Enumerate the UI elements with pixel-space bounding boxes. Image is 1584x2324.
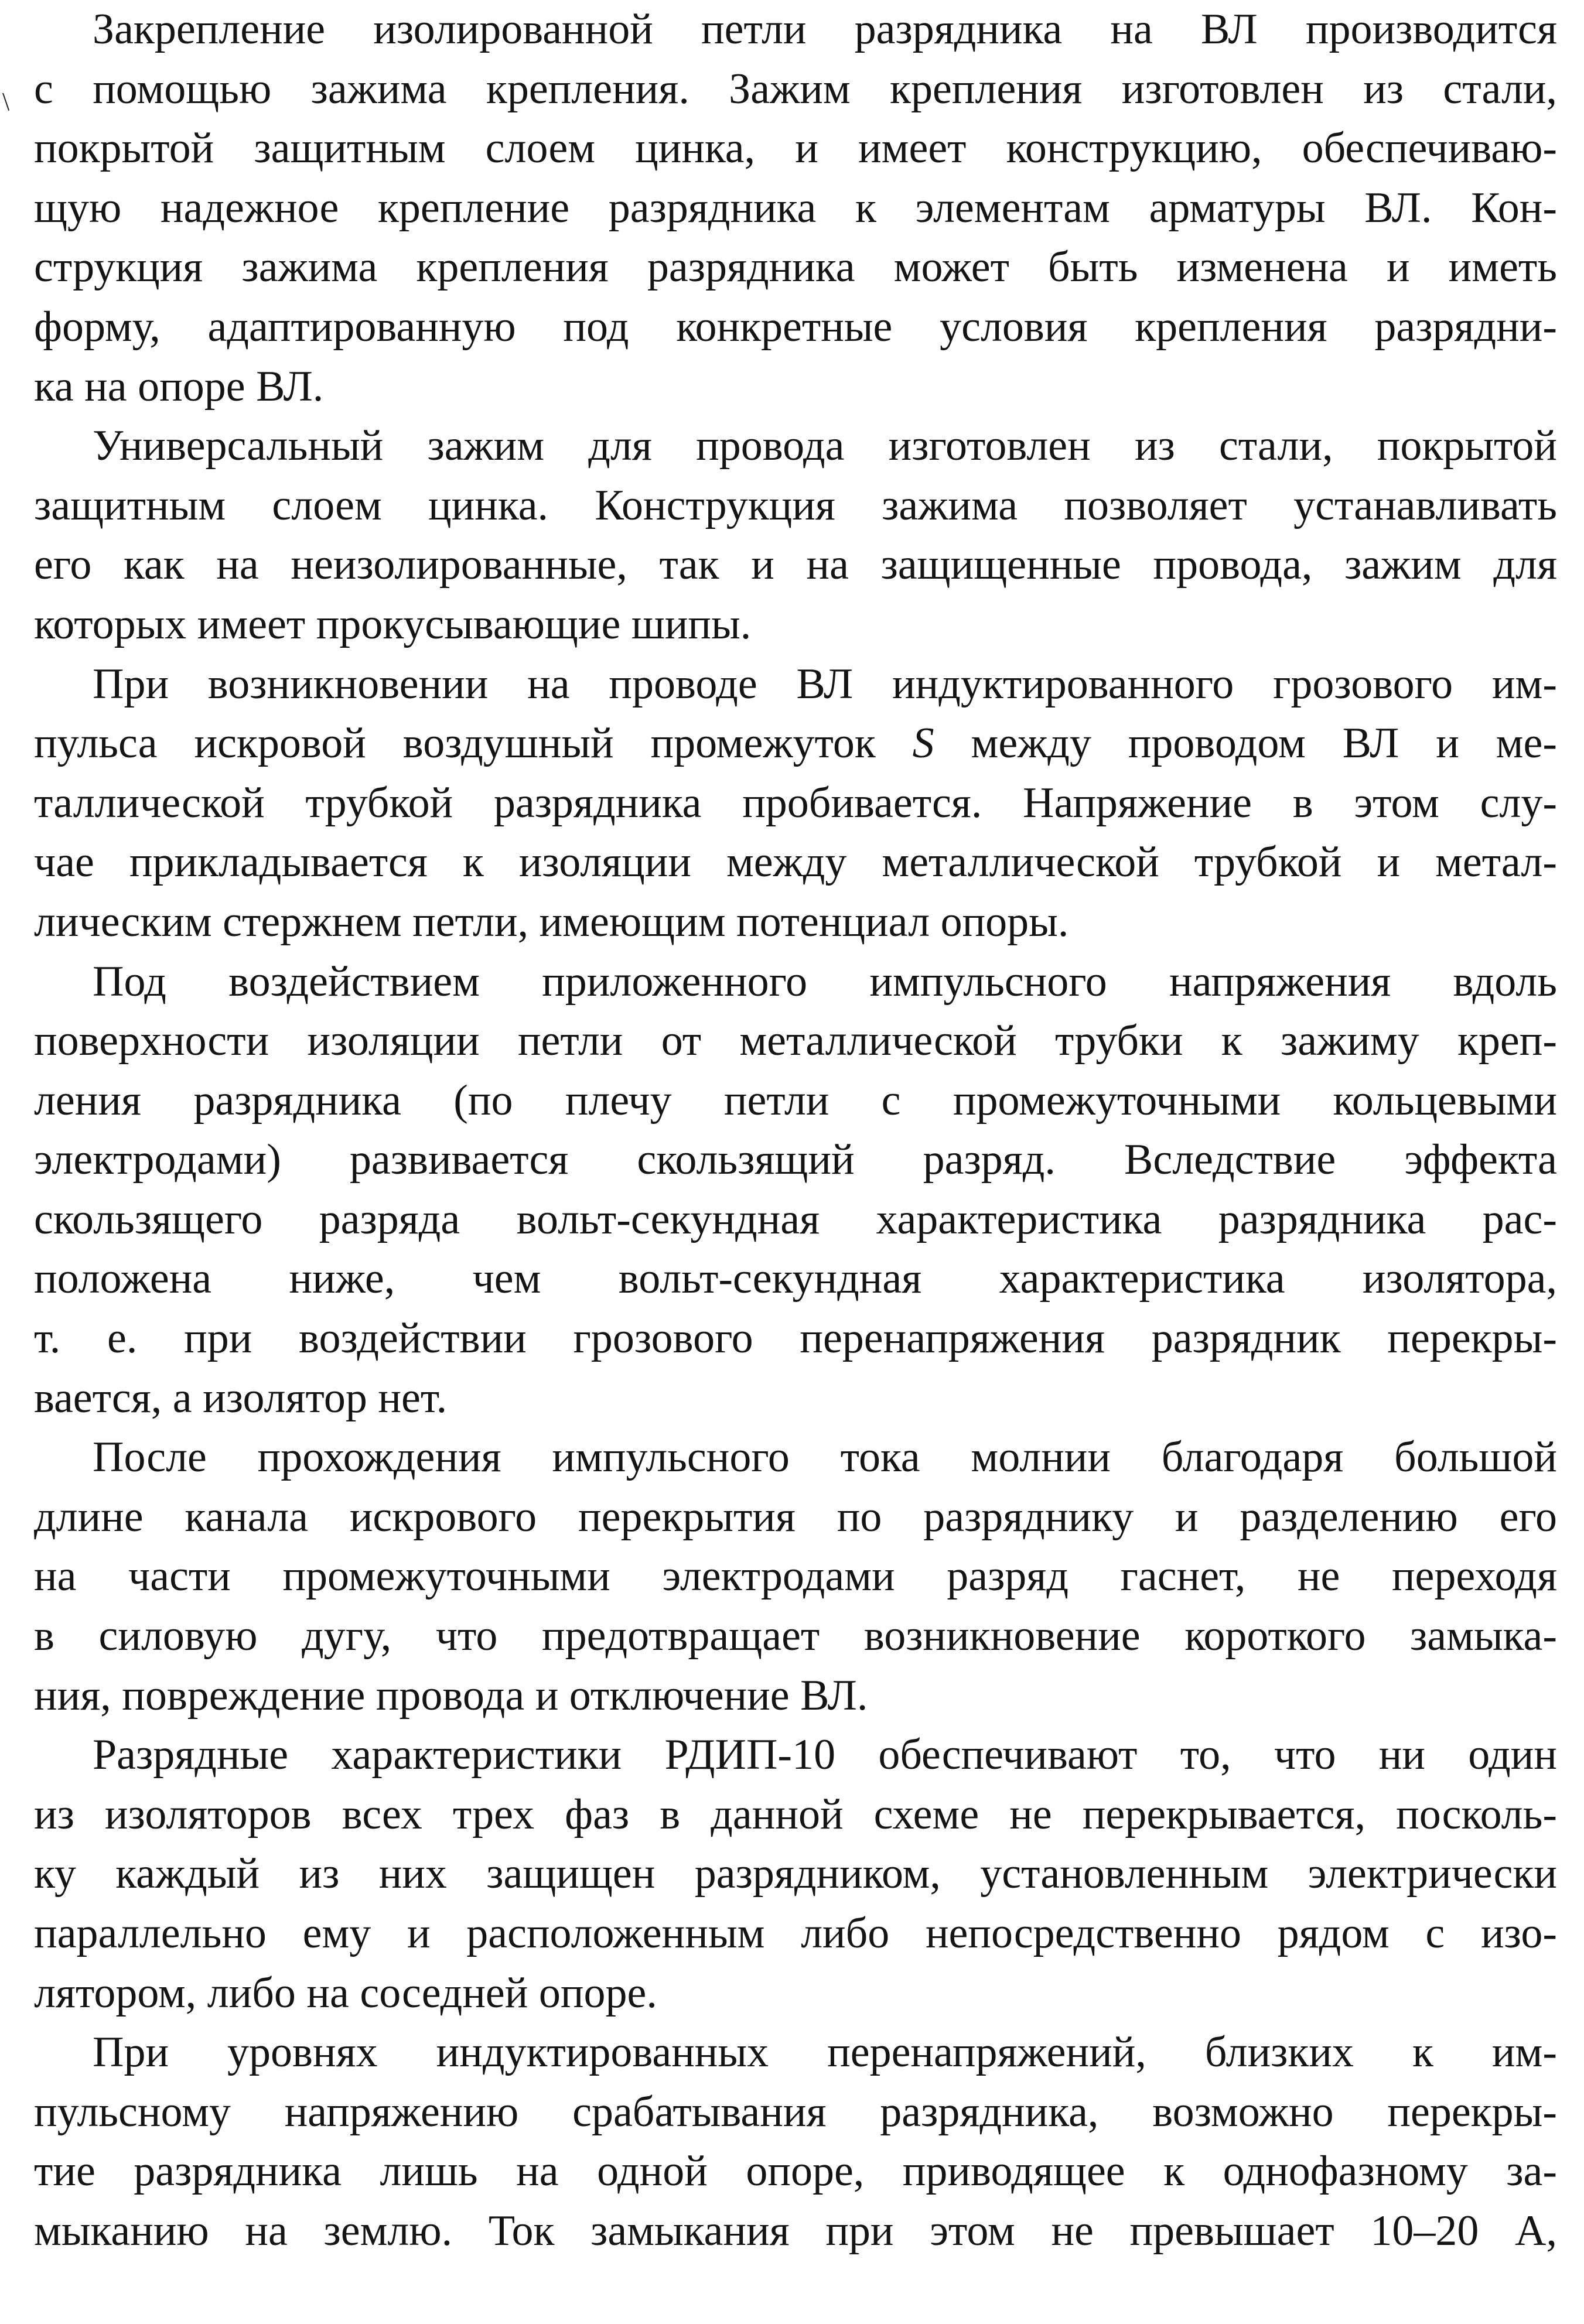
text-line: с помощью зажима крепления. Зажим крепления изготовлен из стали, <box>34 64 1557 113</box>
margin-mark: \ <box>2 87 10 116</box>
text-line: положена ниже, чем вольт-секундная характеристика изолятора, <box>34 1255 1557 1303</box>
text-line: скользящего разряда вольт-секундная характеристика разрядника рас- <box>34 1195 1557 1243</box>
text-line: параллельно ему и расположенным либо непосредственно рядом с изо- <box>34 1909 1557 1957</box>
text-line: из изоляторов всех трех фаз в данной схеме не перекрывается, посколь- <box>34 1790 1557 1838</box>
text-line: Универсальный зажим для провода изготовлен из стали, покрытой <box>93 422 1557 470</box>
text-line: При уровнях индуктированных перенапряжений, близких к им- <box>93 2028 1557 2077</box>
text-line: Разрядные характеристики РДИП-10 обеспечивают то, что ни один <box>93 1731 1557 1779</box>
paragraph <box>34 952 1557 1428</box>
text-line: пульсному напряжению срабатывания разрядника, возможно перекры- <box>34 2087 1557 2136</box>
text-line: вается, а изолятор нет. <box>34 1373 448 1422</box>
text-line: электродами) развивается скользящий разряд. Вследствие эффекта <box>34 1136 1557 1184</box>
text-line: ку каждый из них защищен разрядником, установленным электрически <box>34 1850 1557 1898</box>
text-line: которых имеет прокусывающие шипы. <box>34 600 752 648</box>
paragraph <box>34 655 1557 952</box>
paragraph <box>34 2023 1557 2261</box>
text-line: его как на неизолированные, так и на защищенные провода, зажим для <box>34 541 1557 589</box>
text-line: в силовую дугу, что предотвращает возникновение короткого замыка- <box>34 1612 1557 1660</box>
text-line: т. е. при воздействии грозового перенапряжения разрядник перекры- <box>34 1314 1557 1363</box>
text-line: покрытой защитным слоем цинка, и имеет конструкцию, обеспечиваю- <box>34 124 1557 173</box>
variable-s: S <box>912 719 934 768</box>
text-line: ления разрядника (по плечу петли с промежуточными кольцевыми <box>34 1076 1557 1125</box>
text-line: таллической трубкой разрядника пробивается. Напряжение в этом слу- <box>34 778 1557 827</box>
text-line: защитным слоем цинка. Конструкция зажима позволяет устанавливать <box>34 481 1557 529</box>
text-line: чае прикладывается к изоляции между металлической трубкой и метал- <box>34 838 1557 887</box>
paragraph <box>34 1725 1557 2023</box>
text-line: мыканию на землю. Ток замыкания при этом не превышает 10–20 А, <box>34 2206 1557 2255</box>
text-line: ния, повреждение провода и отключение ВЛ. <box>34 1671 868 1720</box>
paragraph <box>34 0 1557 416</box>
text-line: тие разрядника лишь на одной опоре, приводящее к однофазному за- <box>34 2147 1557 2196</box>
text-line: ка на опоре ВЛ. <box>34 362 324 411</box>
text-line: струкция зажима крепления разрядника может быть изменена и иметь <box>34 243 1557 292</box>
text-line: При возникновении на проводе ВЛ индуктированного грозового им- <box>93 659 1557 708</box>
text-line: на части промежуточными электродами разряд гаснет, не переходя <box>34 1552 1557 1601</box>
text-line: лятором, либо на соседней опоре. <box>34 1968 657 2017</box>
paragraph <box>34 416 1557 654</box>
text-line: лическим стержнем петли, имеющим потенциал опоры. <box>34 897 1069 946</box>
text-line: После прохождения импульсного тока молнии благодаря большой <box>93 1433 1557 1482</box>
text-line: форму, адаптированную под конкретные условия крепления разрядни- <box>34 302 1557 351</box>
text-line: длине канала искрового перекрытия по разряднику и разделению его <box>34 1492 1557 1541</box>
document-page <box>34 0 1557 2324</box>
text-line: Под воздействием приложенного импульсного напряжения вдоль <box>93 957 1557 1006</box>
text-line: поверхности изоляции петли от металлической трубки к зажиму креп- <box>34 1017 1557 1065</box>
text-line: пульса искровой воздушный промежуток S между проводом ВЛ и ме- <box>34 719 1557 768</box>
paragraph <box>34 1428 1557 1725</box>
text-line: щую надежное крепление разрядника к элементам арматуры ВЛ. Кон- <box>34 183 1557 232</box>
text-line: Закрепление изолированной петли разрядника на ВЛ производится <box>93 5 1557 53</box>
